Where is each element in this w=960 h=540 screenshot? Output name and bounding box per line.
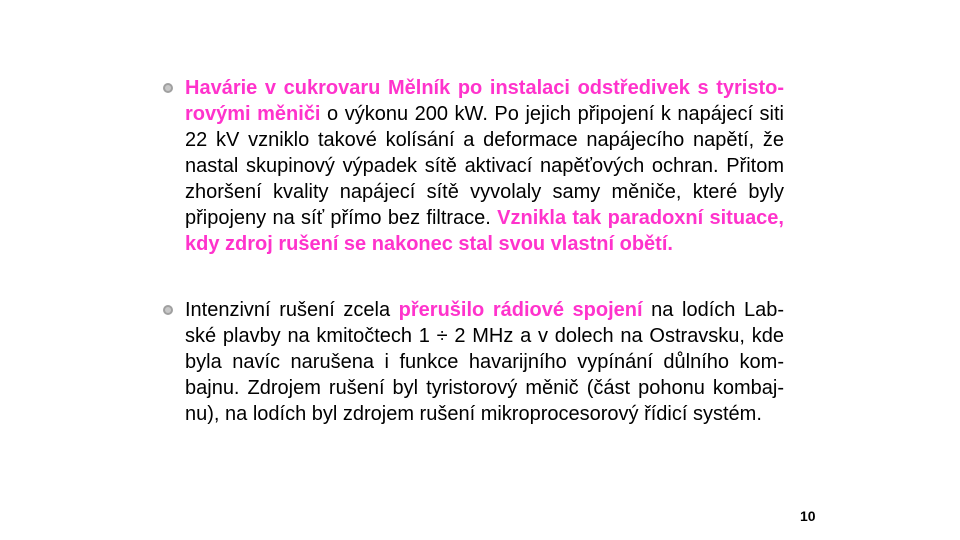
bullet-dot bbox=[163, 83, 173, 93]
bullet-2-accent-mid: přerušilo rádiové spojení bbox=[398, 299, 643, 321]
bullet-item-2 bbox=[185, 297, 784, 427]
bullet-dot bbox=[163, 305, 173, 315]
bullet-1-accent-tail: Vznikla tak paradoxní situace, kdy zdroj rušení se nakonec stal svou vlastní obětí. bbox=[185, 207, 784, 255]
bullet-item-1 bbox=[185, 75, 784, 257]
bullet-2-lead: Intenzivní rušení zcela bbox=[185, 299, 399, 321]
bullet-1-accent-lead: Havárie v cukrovaru Mělník po instalaci odstředivek s tyristo-rovými měniči bbox=[185, 77, 784, 125]
bullet-1-body: o výkonu 200 kW. Po jejich připojení k napájecí siti 22 kV vzniklo takové kolísání a deformace napájecího napětí, že nastal skupinový výpadek sítě aktivací napěťových ochran. Přitom zhoršení kvality napájecí sítě vyvolaly samy měniče, které byly připojeny na síť přímo bez filtrace. bbox=[185, 103, 784, 229]
page-number: 10 bbox=[800, 508, 816, 524]
bullet-2-body: na lodích Lab-ské plavby na kmitočtech 1 ÷ 2 MHz a v dolech na Ostravsku, kde byla navíc narušena i funkce havarijního vypínání důlního kom-bajnu. Zdrojem rušení byl tyristorový měnič (část pohonu kombaj-nu), na lodích byl zdrojem rušení mikroprocesorový řídicí systém. bbox=[185, 299, 784, 425]
